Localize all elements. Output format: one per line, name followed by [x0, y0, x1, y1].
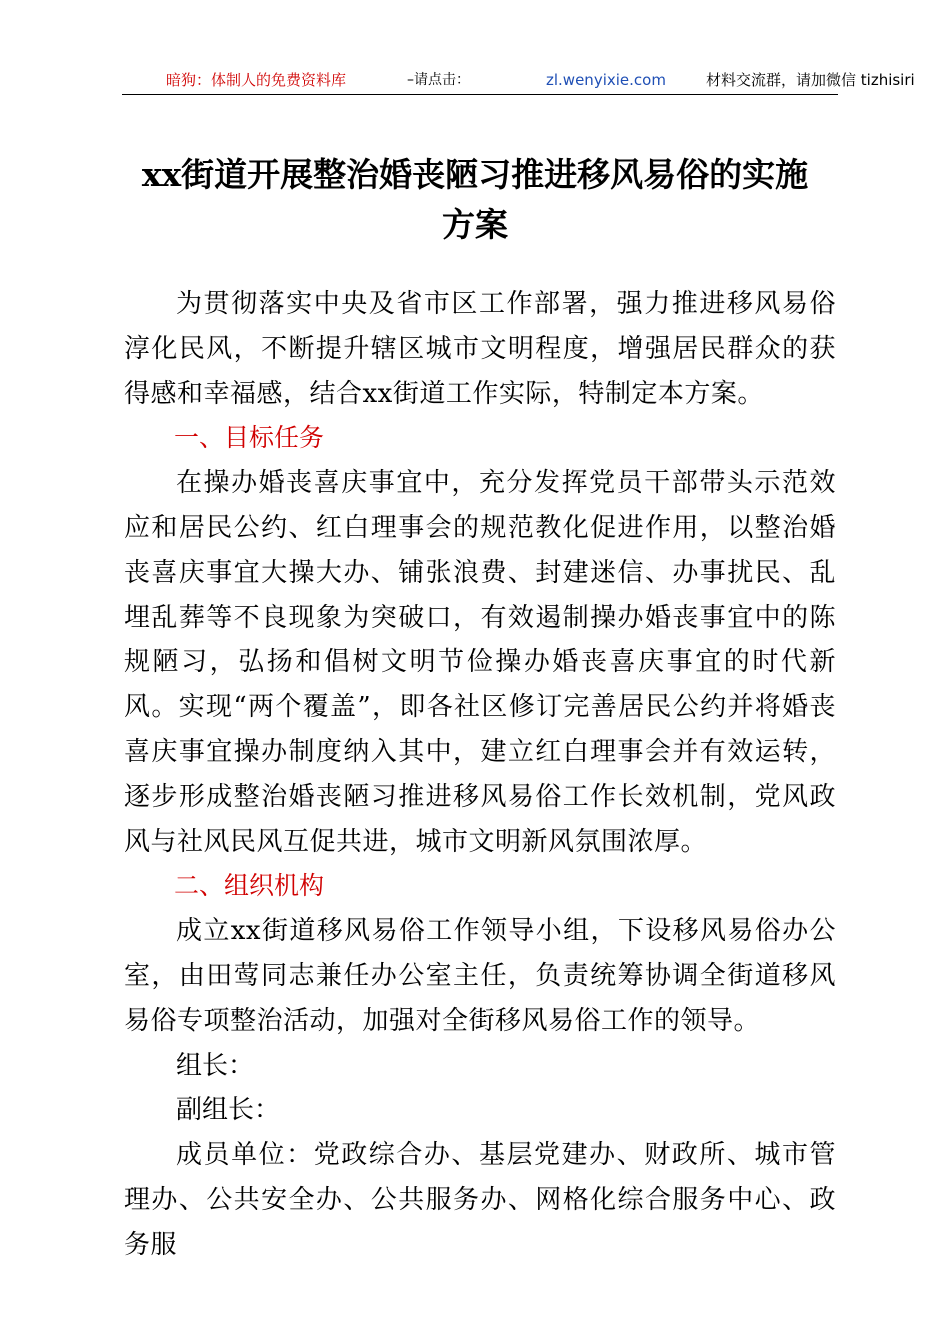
section-1-heading: 一、目标任务 [174, 423, 325, 453]
title-line-1: xx街道开展整治婚丧陋习推进移风易俗的实施 [141, 155, 809, 194]
document-title [100, 150, 850, 250]
header-brand: 暗狗：体制人的免费资料库 [166, 71, 347, 89]
deputy-leader-line: 副组长： [176, 1095, 281, 1126]
section-2-heading: 二、组织机构 [174, 871, 325, 901]
section-1-paragraph: 在操办婚丧喜庆事宜中，充分发挥党员干部带头示范效应和居民公约、红白理事会的规范教化促进作用，以整治婚丧喜庆事宜大操大办、铺张浪费、封建迷信、办事扰民、乱埋乱葬等不良现象为突破口，有效遏制操办婚丧事宜中的陈规陋习，弘扬和倡树文明节俭操办婚丧喜庆事宜的时代新风。实现“两个覆盖”，即各社区修订完善居民公约并将婚丧喜庆事宜操办制度纳入其中，建立红白理事会并有效运转，逐步形成整治婚丧陋习推进移风易俗工作长效机制，党风政风与社风民风互促共进，城市文明新风氛围浓厚。 [124, 468, 836, 857]
header-group-note: 材料交流群，请加微信 tizhisiri [706, 71, 915, 89]
section-2-paragraph: 成立xx街道移风易俗工作领导小组，下设移风易俗办公室，由田莺同志兼任办公室主任，负责统筹协调全街道移风易俗专项整治活动，加强对全街移风易俗工作的领导。 [124, 916, 836, 1036]
header-divider [122, 94, 838, 95]
document-body [124, 282, 836, 1268]
header-prompt: –请点击： [407, 72, 470, 88]
intro-paragraph: 为贯彻落实中央及省市区工作部署，强力推进移风易俗淳化民风，不断提升辖区城市文明程度，增强居民群众的获得感和幸福感，结合xx街道工作实际，特制定本方案。 [124, 289, 836, 409]
title-line-2: 方案 [442, 205, 508, 244]
leader-line: 组长： [176, 1050, 255, 1081]
member-units-paragraph: 成员单位：党政综合办、基层党建办、财政所、城市管理办、公共安全办、公共服务办、网格化综合服务中心、政务服 [124, 1140, 836, 1260]
page-header [122, 68, 915, 92]
header-url-link[interactable]: zl.wenyixie.com [546, 71, 666, 89]
